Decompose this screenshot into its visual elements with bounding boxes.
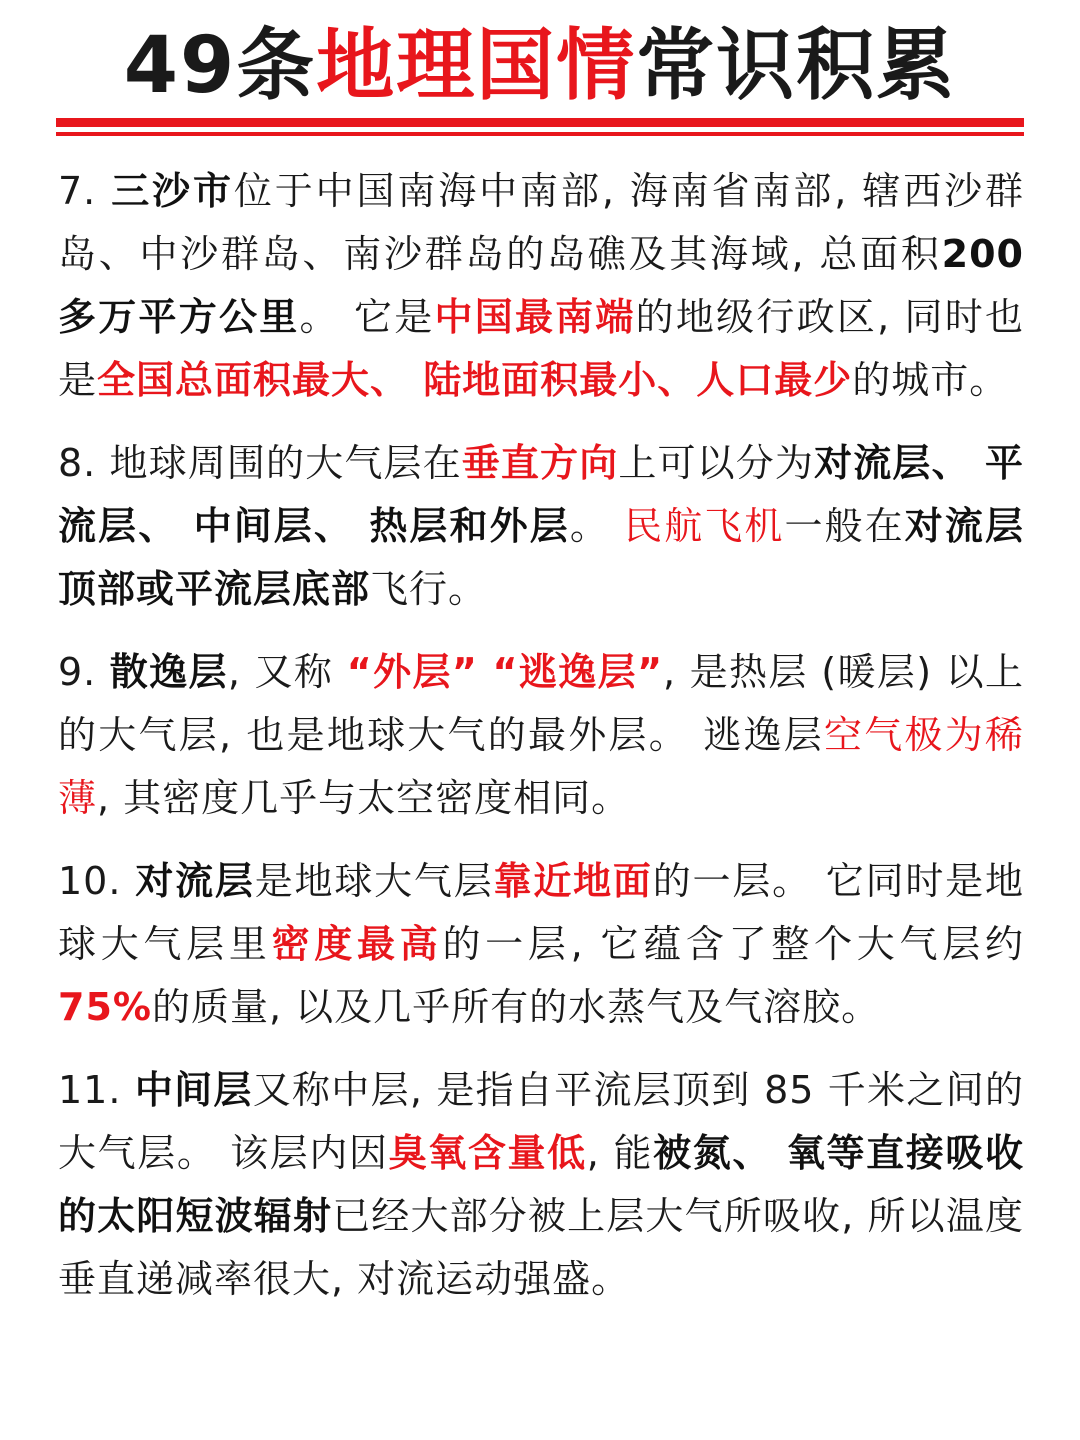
title-suffix: 常识积累: [636, 21, 957, 111]
text-segment: 。: [569, 504, 625, 548]
fact-item-9: [58, 641, 1024, 830]
text-segment: 已经大部分被上层大气所吸收, 所以温度垂直递减率很大, 对流运动强盛。: [58, 1194, 1024, 1301]
text-segment: 的地级行政区, 同时也是: [58, 295, 1024, 402]
text-segment: 空气极为稀薄: [58, 713, 1024, 820]
title-divider-thin: [56, 132, 1024, 136]
text-segment: 上可以分为: [618, 441, 815, 485]
text-segment: 位于中国南海中南部, 海南省南部, 辖西沙群岛、中沙群岛、南沙群岛的岛礁及其海域, 总面积: [58, 169, 1024, 276]
text-segment: 一般在: [784, 504, 905, 548]
text-segment: 是地球大气层: [254, 859, 494, 903]
text-segment: , 其密度几乎与太空密度相同。: [97, 776, 631, 820]
text-segment: 臭氧含量低: [388, 1131, 587, 1175]
fact-item-11: [58, 1059, 1024, 1311]
text-segment: 全国总面积最大、 陆地面积最小、人口最少: [97, 358, 853, 402]
text-segment: 75%: [58, 985, 152, 1029]
article-body: [58, 160, 1024, 1331]
item-number: 9.: [58, 650, 110, 694]
text-segment: 对流层: [135, 859, 255, 903]
page-title: [0, 16, 1080, 116]
item-number: 11.: [58, 1068, 135, 1112]
text-segment: , 能: [586, 1131, 654, 1175]
item-number: 10.: [58, 859, 136, 903]
text-segment: , 是热层 (暖层) 以上的大气层, 也是地球大气的最外层。 逃逸层: [58, 650, 1024, 757]
text-segment: 靠近地面: [493, 859, 653, 903]
text-segment: 散逸层: [109, 650, 228, 694]
text-segment: 的一层, 它蕴含了整个大气层约: [442, 922, 1024, 966]
text-segment: 200 多万平方公里: [58, 232, 1024, 339]
text-segment: 被氮、 氧等直接吸收的太阳短波辐射: [58, 1131, 1024, 1238]
text-segment: 又称中层, 是指自平流层顶到 85 千米之间的大气层。 该层内因: [58, 1068, 1024, 1175]
text-segment: 的一层。 它同时是地球大气层里: [58, 859, 1024, 966]
title-divider-thick: [56, 118, 1024, 127]
text-segment: 飞行。: [370, 567, 488, 611]
text-segment: 。 它是: [299, 295, 435, 339]
text-segment: 的城市。: [852, 358, 1009, 402]
text-segment: 的质量, 以及几乎所有的水蒸气及气溶胶。: [151, 985, 881, 1029]
fact-item-7: [58, 160, 1024, 412]
title-prefix: 49条: [123, 21, 317, 111]
text-segment: 密度最高: [271, 922, 443, 966]
fact-item-8: [58, 432, 1024, 621]
text-segment: 对流层、 平流层、 中间层、 热层和外层: [58, 441, 1024, 548]
text-segment: 中国最南端: [434, 295, 636, 339]
text-segment: “外层” “逃逸层”: [346, 650, 664, 694]
text-segment: 对流层顶部或平流层底部: [58, 504, 1024, 611]
item-number: 7.: [58, 169, 112, 213]
text-segment: , 又称: [227, 650, 347, 694]
text-segment: 地球周围的大气层在: [109, 441, 462, 485]
text-segment: 垂直方向: [461, 441, 619, 485]
fact-item-10: [58, 850, 1024, 1039]
text-segment: 中间层: [134, 1068, 253, 1112]
item-number: 8.: [58, 441, 110, 485]
text-segment: 民航飞机: [624, 504, 785, 548]
text-segment: 三沙市: [111, 169, 234, 213]
title-highlight: 地理国情: [316, 21, 637, 111]
